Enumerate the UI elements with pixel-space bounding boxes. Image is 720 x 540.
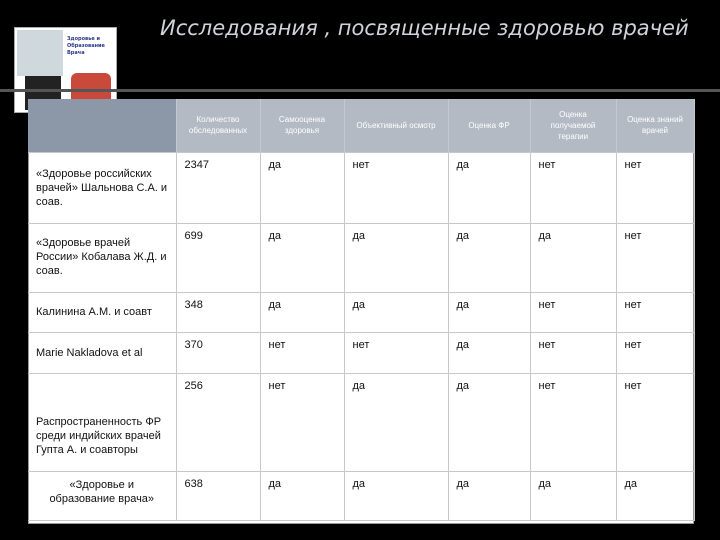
table-row xyxy=(28,152,694,223)
study-name: Распространенность ФР среди индийских врачей Гупта А. и соавторы xyxy=(28,373,176,471)
table-cell: нет xyxy=(616,373,694,471)
table-cell: 348 xyxy=(176,292,260,332)
study-name: Калинина А.М. и соавт xyxy=(28,292,176,332)
table-cell: да xyxy=(260,292,344,332)
table-cell: да xyxy=(530,471,616,520)
table-cell: 2347 xyxy=(176,152,260,223)
study-name: «Здоровье российских врачей» Шальнова С.А. и соав. xyxy=(28,152,176,223)
study-name: Marie Nakladova et al xyxy=(28,332,176,373)
header-cell: Количество обследованных xyxy=(176,99,260,152)
title-divider xyxy=(0,89,720,92)
table-cell: да xyxy=(344,471,448,520)
table-cell: да xyxy=(344,292,448,332)
table-cell: нет xyxy=(616,152,694,223)
header-cell: Оценка ФР xyxy=(448,99,530,152)
table-cell: да xyxy=(448,223,530,292)
table-row xyxy=(28,332,694,373)
table-cell: да xyxy=(448,152,530,223)
header-cell: Объективный осмотр xyxy=(344,99,448,152)
table-cell: да xyxy=(448,373,530,471)
table-cell: нет xyxy=(260,332,344,373)
table-header-row xyxy=(28,99,694,152)
table-cell: да xyxy=(448,471,530,520)
table-cell: да xyxy=(448,332,530,373)
table-cell: да xyxy=(344,373,448,471)
table-cell: 256 xyxy=(176,373,260,471)
table-cell: да xyxy=(260,223,344,292)
table-row xyxy=(28,223,694,292)
table-cell: нет xyxy=(616,332,694,373)
table-cell: 638 xyxy=(176,471,260,520)
table-cell: да xyxy=(260,471,344,520)
table-cell: нет xyxy=(530,152,616,223)
table-cell: нет xyxy=(530,292,616,332)
table-cell: нет xyxy=(344,152,448,223)
study-name: «Здоровье врачей России» Кобалава Ж.Д. и соав. xyxy=(28,223,176,292)
table-cell: нет xyxy=(616,223,694,292)
table-cell: да xyxy=(530,223,616,292)
table-row xyxy=(28,292,694,332)
studies-table xyxy=(28,99,695,521)
header-cell: Оценка получаемой терапии xyxy=(530,99,616,152)
table-cell: нет xyxy=(260,373,344,471)
header-cell xyxy=(28,99,176,152)
slide-title: Исследования , посвященные здоровью врачей xyxy=(160,16,689,40)
doctor-image xyxy=(17,30,63,76)
study-name: «Здоровье и образование врача» xyxy=(28,471,176,520)
table-cell: 699 xyxy=(176,223,260,292)
table-cell: нет xyxy=(530,332,616,373)
table-cell: да xyxy=(616,471,694,520)
logo-text: Здоровье и Образование Врача xyxy=(67,36,105,56)
table-cell: нет xyxy=(530,373,616,471)
table-cell: нет xyxy=(616,292,694,332)
table-cell: да xyxy=(260,152,344,223)
header-cell: Оценка знаний врачей xyxy=(616,99,694,152)
table-cell: нет xyxy=(344,332,448,373)
table-cell: 370 xyxy=(176,332,260,373)
table-row xyxy=(28,471,694,520)
table-cell: да xyxy=(344,223,448,292)
header-cell: Самооценка здоровья xyxy=(260,99,344,152)
table-row xyxy=(28,373,694,471)
table-cell: да xyxy=(448,292,530,332)
